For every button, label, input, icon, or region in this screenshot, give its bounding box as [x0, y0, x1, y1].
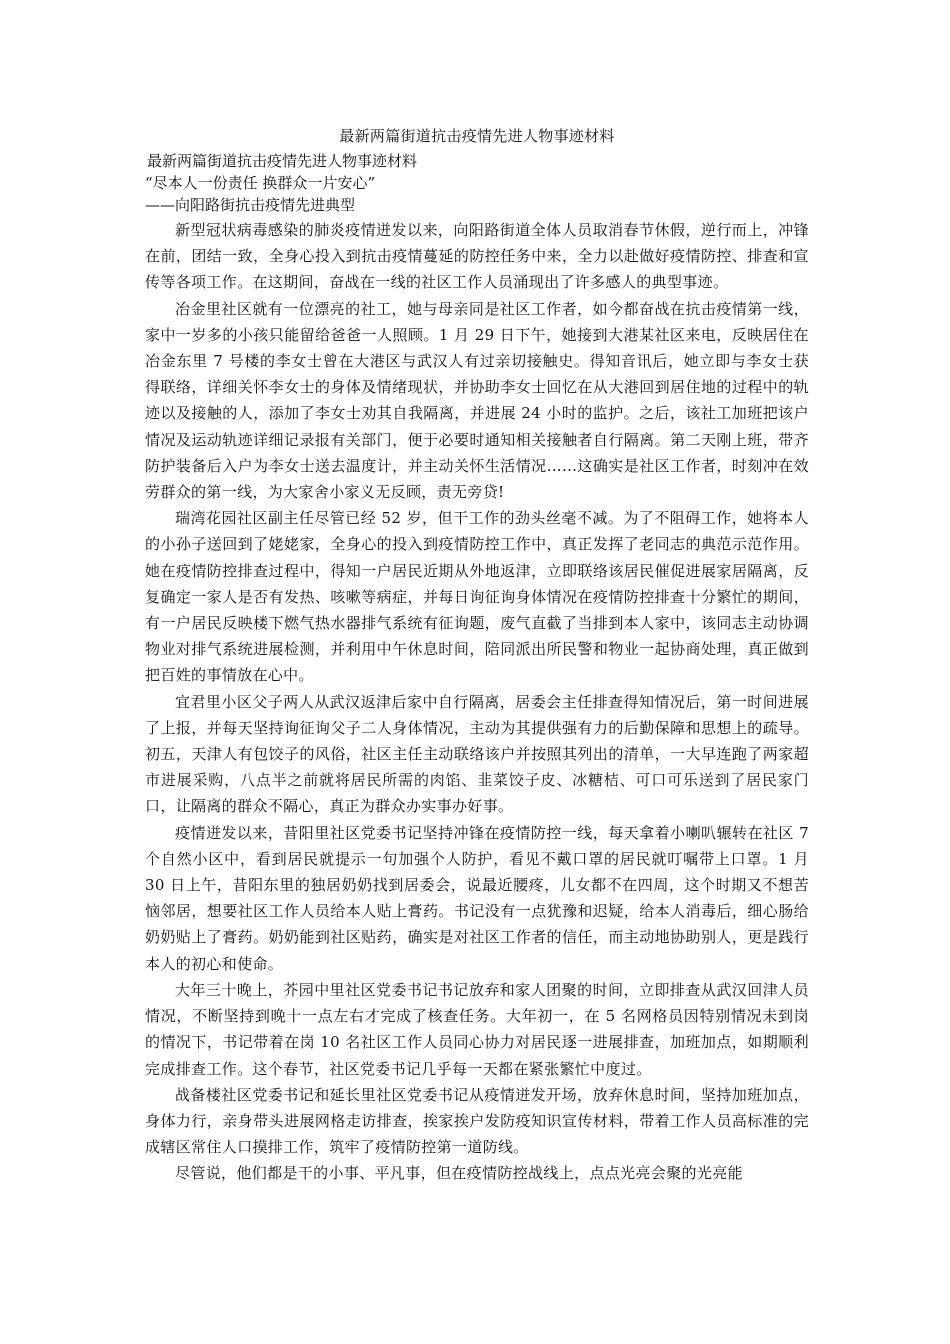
paragraph-closing: 尽管说，他们都是干的小事、平凡事，但在疫情防控战线上，点点光亮会聚的光亮能 [175, 1164, 743, 1183]
paragraph-ruiwan: 瑞湾花园社区副主任尽管已经 52 岁，但干工作的劲头丝毫不减。为了不阻碍工作，她将本人的小孙子送回到了姥姥家，全身心的投入到疫情防控工作中，真正发挥了老同志的典范示范作用。她在疫情防控排查过程中，得知一户居民近期从外地返津，立即联络该居民催促进展家居隔离，反复确定一家人是否有发热、咳嗽等病症，并每日询征询身体情况在疫情防控排查十分繁忙的期间，有一户居民反映楼下燃气热水器排气系统有征询题，废气直截了当排到本人家中，该同志主动协调物业对排气系统进展检测，并利用中午休息时间，陪同派出所民警和物业一起协商处理，真正做到把百姓的事情放在心中。 [145, 509, 809, 685]
document-subtitle: 最新两篇街道抗击疫情先进人物事迹材料 [147, 152, 418, 170]
paragraph-jieyuan: 大年三十晚上，芥园中里社区党委书记书记放弃和家人团聚的时间，立即排查从武汉回津人员情况，不断坚持到晚十一点左右才完成了核查任务。大年初一，在 5 名网格员因特别情况未到岗的情况下，书记带着在岗 10 名社区工作人员同心协力对居民逐一进展排查，加班加点，如期顺利完成排查工作。这个春节，社区党委书记几乎每一天都在紧张繁忙中度过。 [145, 980, 809, 1078]
paragraph-intro: 新型冠状病毒感染的肺炎疫情迸发以来，向阳路街道全体人员取消春节休假，逆行而上，冲锋在前，团结一致，全身心投入到抗击疫情蔓延的防控任务中来，全力以赴做好疫情防控、排查和宣传等各项工作。在这期间，奋战在一线的社区工作人员涌现出了许多感人的典型事迹。 [145, 221, 809, 292]
paragraph-zhanbeilou: 战备楼社区党委书记和延长里社区党委书记从疫情迸发开场，放弃休息时间，坚持加班加点，身体力行，亲身带头进展网格走访排查，挨家挨户发防疫知识宣传材料，带着工作人员高标准的完成辖区常住人口摸排工作，筑牢了疫情防控第一道防线。 [145, 1085, 809, 1157]
paragraph-xiyangli: 疫情迸发以来，昔阳里社区党委书记坚持冲锋在疫情防控一线，每天拿着小喇叭辗转在社区 7 个自然小区中，看到居民就提示一句加强个人防护，看见不戴口罩的居民就叮嘱带上口罩。1 月 30 日上午，昔阳东里的独居奶奶找到居委会，说最近腰疼，儿女都不在四周，这个时期又不想苦恼邻居，想要社区工作人员给本人贴上膏药。书记没有一点犹豫和迟疑，给本人消毒后，细心肠给奶奶贴上了膏药。奶奶能到社区贴药，确实是对社区工作者的信任，而主动地协助别人，更是践行本人的初心和使命。 [145, 823, 809, 973]
document-title: 最新两篇街道抗击疫情先进人物事迹材料 [339, 127, 615, 145]
paragraph-yijunli: 宜君里小区父子两人从武汉返津后家中自行隔离，居委会主任排查得知情况后，第一时间进展了上报，并每天坚持询征询父子二人身体情况，主动为其提供强有力的后勤保障和思想上的疏导。初五，天津人有包饺子的风俗，社区主任主动联络该户并按照其列出的清单，一大早连跑了两家超市进展采购，八点半之前就将居民所需的肉馅、韭菜饺子皮、冰糖桔、可口可乐送到了居民家门口，让隔离的群众不隔心，真正为群众办实事办好事。 [145, 692, 809, 816]
slogan: “尽本人一份责任 换群众一片安心” [145, 174, 376, 192]
paragraph-yejinli: 冶金里社区就有一位漂亮的社工，她与母亲同是社区工作者，如今都奋战在抗击疫情第一线，家中一岁多的小孩只能留给爸爸一人照顾。1 月 29 日下午，她接到大港某社区来电，反映居住在冶金东里 7 号楼的李女士曾在大港区与武汉人有过亲切接触史。得知音讯后，她立即与李女士获得联络，详细关怀李女士的身体及情绪现状，并协助李女士回忆在从大港回到居住地的过程中的轨迹以及接触的人，添加了李女士劝其自我隔离，并进展 24 小时的监护。之后，该社工加班把该户情况及运动轨迹详细记录报有关部门，便于必要时通知相关接触者自行隔离。第二天刚上班，带齐防护装备后入户为李女士送去温度计，并主动关怀生活情况……这确实是社区工作者，时刻冲在效劳群众的第一线，为大家舍小家义无反顾，责无旁贷! [145, 299, 809, 502]
byline: ——向阳路街抗击疫情先进典型 [145, 196, 356, 214]
document-page [145, 126, 809, 1187]
